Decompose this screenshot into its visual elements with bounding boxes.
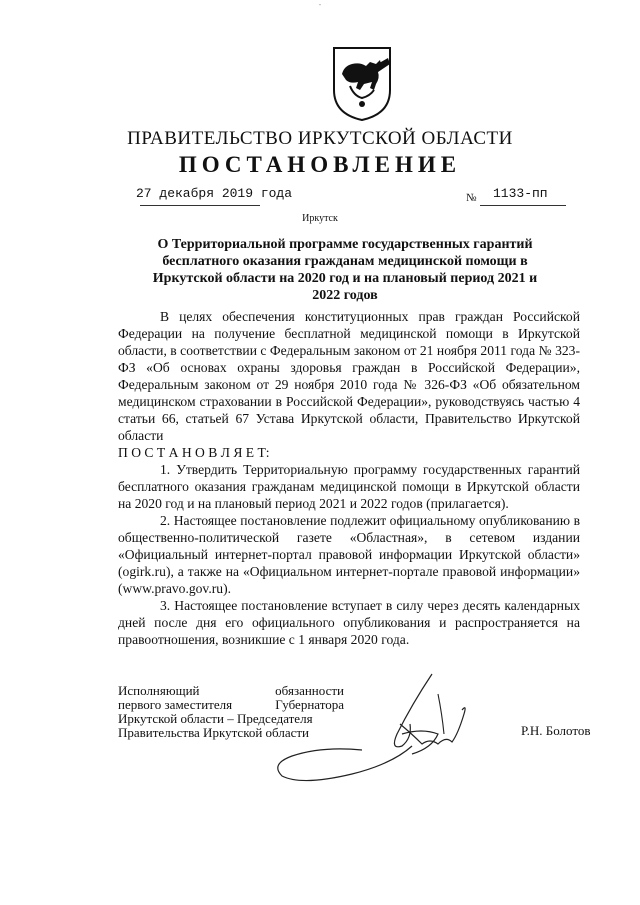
item-3-paragraph: 3. Настоящее постановление вступает в силу через десять календарных дней после дня его официального опубликования и распространяется на правоотношения, возникшие с 1 января 2020 года. — [118, 598, 580, 647]
city: Иркутск — [302, 213, 338, 224]
position-line-2-left: первого заместителя — [118, 697, 233, 712]
position-line-1-right: обязанности — [275, 683, 344, 698]
signer-name: Р.Н. Болотов — [521, 723, 591, 738]
handwritten-signature — [262, 664, 492, 794]
scan-mark: - — [318, 0, 322, 9]
irkutsk-coat-of-arms-icon — [330, 44, 394, 122]
item-1-paragraph: 1. Утвердить Территориальную программу государственных гарантий бесплатного оказания гражданам медицинской помощи в Иркутской области на 2020 год и на плановый период 2021 и 2022 годов (прилагается). — [118, 462, 580, 511]
document-title: О Территориальной программе государственных гарантий бесплатного оказания гражданам медицинской помощи в Иркутской области на 2020 год и на плановый период 2021 и 2022 годов — [152, 237, 538, 303]
item-2-paragraph: 2. Настоящее постановление подлежит официальному опубликованию в общественно-политической газете «Областная», в сетевом издании «Официальный интернет-портал правовой информации Иркутской области» (ogirk.ru), а также на «Официальном интернет-портале правовой информации» (www.pravo.gov.ru). — [118, 513, 580, 596]
number-sign: № — [466, 192, 477, 204]
document-date: 27 декабря 2019 года — [136, 186, 293, 201]
document-type: ПОСТАНОВЛЕНИЕ — [178, 152, 462, 177]
document-number: 1133-пп — [493, 186, 548, 201]
decree-word: П О С Т А Н О В Л Я Е Т: — [118, 445, 270, 460]
number-underline — [480, 205, 566, 206]
position-line-2-right: Губернатора — [275, 697, 344, 712]
date-underline — [140, 205, 260, 206]
position-line-3: Иркутской области – Председателя — [118, 711, 313, 726]
document-body — [118, 308, 580, 648]
position-line-1-left: Исполняющий — [118, 683, 200, 698]
organization-name: ПРАВИТЕЛЬСТВО ИРКУТСКОЙ ОБЛАСТИ — [127, 128, 513, 149]
position-line-4: Правительства Иркутской области — [118, 725, 310, 740]
preamble-paragraph: В целях обеспечения конституционных прав граждан Российской Федерации на получение бесплатной медицинской помощи в Иркутской области, в соответствии с Федеральным законом от 21 ноября 2011 года № 323-ФЗ «Об основах охраны здоровья граждан в Российской Федерации», Федеральным законом от 29 ноября 2010 года № 326-ФЗ «Об обязательном медицинском страховании в Российской Федерации», руководствуясь частью 4 статьи 66, статьей 67 Устава Иркутской области, Правительство Иркутской области — [118, 309, 580, 443]
